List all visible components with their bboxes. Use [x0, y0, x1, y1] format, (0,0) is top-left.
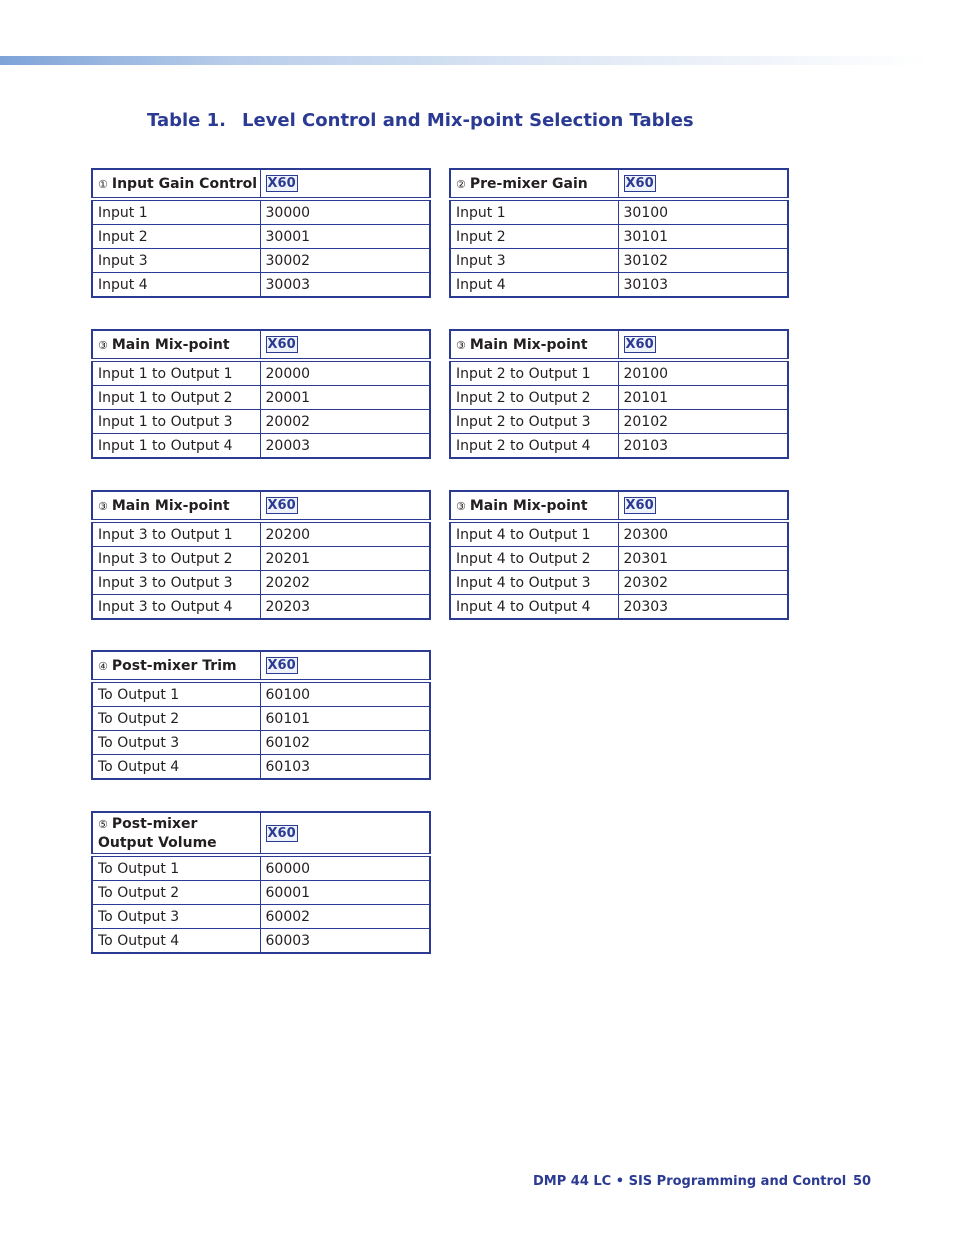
row-label: Input 2 to Output 4: [450, 434, 618, 459]
table-heading: [92, 491, 260, 521]
table-heading: [450, 330, 618, 360]
table-row: [92, 386, 430, 410]
table-heading: [92, 651, 260, 681]
table-row: [450, 547, 788, 571]
table-heading-label: Post-mixer Trim: [111, 657, 237, 674]
table-row: [92, 273, 430, 298]
row-label: Input 4 to Output 4: [450, 595, 618, 620]
row-label: To Output 1: [92, 681, 260, 707]
row-label: Input 3: [92, 249, 260, 273]
row-value: 30100: [618, 199, 788, 225]
row-value: 20201: [260, 547, 430, 571]
sis-table: [91, 650, 431, 780]
table-row: [92, 929, 430, 954]
table-heading-label: Main Mix-point: [469, 336, 588, 353]
row-value: 60000: [260, 855, 430, 881]
page-title: [147, 110, 694, 131]
row-label: Input 2 to Output 3: [450, 410, 618, 434]
table-row: [92, 855, 430, 881]
row-label: To Output 1: [92, 855, 260, 881]
table-row: [92, 707, 430, 731]
table-row: [450, 386, 788, 410]
row-value: 30003: [260, 273, 430, 298]
sis-table: [91, 811, 431, 954]
table-row: [92, 905, 430, 929]
row-value: 60102: [260, 731, 430, 755]
table-row: [92, 881, 430, 905]
table-row: [450, 521, 788, 547]
x60-variable-tag: X60: [267, 658, 296, 673]
table-row: [92, 225, 430, 249]
sis-table: [91, 329, 431, 459]
row-value: 20200: [260, 521, 430, 547]
table-row: [450, 571, 788, 595]
code-column-heading: [618, 169, 788, 199]
row-label: To Output 3: [92, 731, 260, 755]
row-value: 20103: [618, 434, 788, 459]
table-row: [92, 249, 430, 273]
footer-page-number: 50: [853, 1174, 872, 1189]
code-column-heading: [260, 169, 430, 199]
circled-number-icon: ⑤: [98, 817, 108, 831]
row-value: 20100: [618, 360, 788, 386]
row-label: Input 4: [450, 273, 618, 298]
table-heading: [92, 812, 260, 855]
circled-number-icon: ③: [98, 338, 108, 352]
row-value: 60002: [260, 905, 430, 929]
code-column-heading: [260, 812, 430, 855]
sis-table: [449, 329, 789, 459]
table-row: [92, 360, 430, 386]
row-label: Input 3 to Output 1: [92, 521, 260, 547]
x60-variable-tag: X60: [267, 176, 296, 191]
row-value: 30101: [618, 225, 788, 249]
circled-number-icon: ③: [98, 499, 108, 513]
footer-document-title: DMP 44 LC • SIS Programming and Control: [533, 1174, 847, 1189]
row-value: 30102: [618, 249, 788, 273]
table-row: [92, 755, 430, 780]
row-value: 60003: [260, 929, 430, 954]
x60-variable-tag: X60: [267, 825, 296, 841]
table-heading-label: Input Gain Control: [111, 175, 258, 192]
row-value: 20303: [618, 595, 788, 620]
row-label: Input 4 to Output 1: [450, 521, 618, 547]
table-heading: [450, 491, 618, 521]
table-row: [92, 547, 430, 571]
sis-table: [449, 490, 789, 620]
row-label: Input 3: [450, 249, 618, 273]
row-value: 20000: [260, 360, 430, 386]
row-label: Input 2: [450, 225, 618, 249]
table-heading-label: Post-mixer Output Volume: [98, 815, 217, 851]
table-row: [450, 595, 788, 620]
row-value: 60001: [260, 881, 430, 905]
row-value: 20001: [260, 386, 430, 410]
table-heading: [92, 169, 260, 199]
row-value: 20302: [618, 571, 788, 595]
row-label: Input 3 to Output 2: [92, 547, 260, 571]
table-title-text: Level Control and Mix-point Selection Tables: [242, 110, 694, 131]
circled-number-icon: ④: [98, 659, 108, 673]
row-value: 60101: [260, 707, 430, 731]
row-label: Input 2 to Output 1: [450, 360, 618, 386]
row-label: Input 1 to Output 3: [92, 410, 260, 434]
code-column-heading: [260, 330, 430, 360]
row-label: Input 3 to Output 4: [92, 595, 260, 620]
row-value: 60103: [260, 755, 430, 780]
row-label: Input 1: [450, 199, 618, 225]
header-band: [0, 56, 930, 65]
row-label: To Output 3: [92, 905, 260, 929]
table-row: [450, 199, 788, 225]
row-value: 20102: [618, 410, 788, 434]
row-value: 30001: [260, 225, 430, 249]
row-label: Input 1 to Output 4: [92, 434, 260, 459]
row-label: To Output 4: [92, 755, 260, 780]
code-column-heading: [618, 330, 788, 360]
row-label: Input 2 to Output 2: [450, 386, 618, 410]
row-label: Input 4: [92, 273, 260, 298]
code-column-heading: [260, 491, 430, 521]
sis-table: [449, 168, 789, 298]
table-row: [92, 521, 430, 547]
row-label: Input 4 to Output 3: [450, 571, 618, 595]
row-label: Input 1 to Output 2: [92, 386, 260, 410]
table-row: [92, 595, 430, 620]
table-number-label: Table 1.: [147, 110, 226, 131]
row-value: 20202: [260, 571, 430, 595]
row-value: 30002: [260, 249, 430, 273]
row-label: Input 2: [92, 225, 260, 249]
row-label: Input 1 to Output 1: [92, 360, 260, 386]
row-value: 60100: [260, 681, 430, 707]
table-row: [92, 681, 430, 707]
sis-table: [91, 490, 431, 620]
row-value: 20003: [260, 434, 430, 459]
table-row: [92, 731, 430, 755]
circled-number-icon: ②: [456, 177, 466, 191]
x60-variable-tag: X60: [267, 337, 296, 352]
row-value: 20002: [260, 410, 430, 434]
table-row: [450, 410, 788, 434]
table-row: [450, 273, 788, 298]
row-label: Input 4 to Output 2: [450, 547, 618, 571]
table-row: [92, 571, 430, 595]
circled-number-icon: ①: [98, 177, 108, 191]
x60-variable-tag: X60: [625, 176, 654, 191]
row-label: Input 3 to Output 3: [92, 571, 260, 595]
table-row: [450, 360, 788, 386]
row-label: To Output 2: [92, 881, 260, 905]
circled-number-icon: ③: [456, 338, 466, 352]
table-heading-label: Main Mix-point: [111, 336, 230, 353]
row-label: To Output 2: [92, 707, 260, 731]
table-row: [92, 434, 430, 459]
table-heading: [450, 169, 618, 199]
table-heading: [92, 330, 260, 360]
table-row: [450, 434, 788, 459]
code-column-heading: [260, 651, 430, 681]
row-label: To Output 4: [92, 929, 260, 954]
table-heading-label: Main Mix-point: [469, 497, 588, 514]
code-column-heading: [618, 491, 788, 521]
x60-variable-tag: X60: [625, 498, 654, 513]
row-value: 30000: [260, 199, 430, 225]
row-value: 30103: [618, 273, 788, 298]
table-row: [450, 225, 788, 249]
table-heading-label: Pre-mixer Gain: [469, 175, 588, 192]
table-row: [450, 249, 788, 273]
table-row: [92, 199, 430, 225]
x60-variable-tag: X60: [625, 337, 654, 352]
row-value: 20300: [618, 521, 788, 547]
row-label: Input 1: [92, 199, 260, 225]
circled-number-icon: ③: [456, 499, 466, 513]
row-value: 20203: [260, 595, 430, 620]
row-value: 20101: [618, 386, 788, 410]
sis-table: [91, 168, 431, 298]
table-heading-label: Main Mix-point: [111, 497, 230, 514]
table-row: [92, 410, 430, 434]
x60-variable-tag: X60: [267, 498, 296, 513]
row-value: 20301: [618, 547, 788, 571]
